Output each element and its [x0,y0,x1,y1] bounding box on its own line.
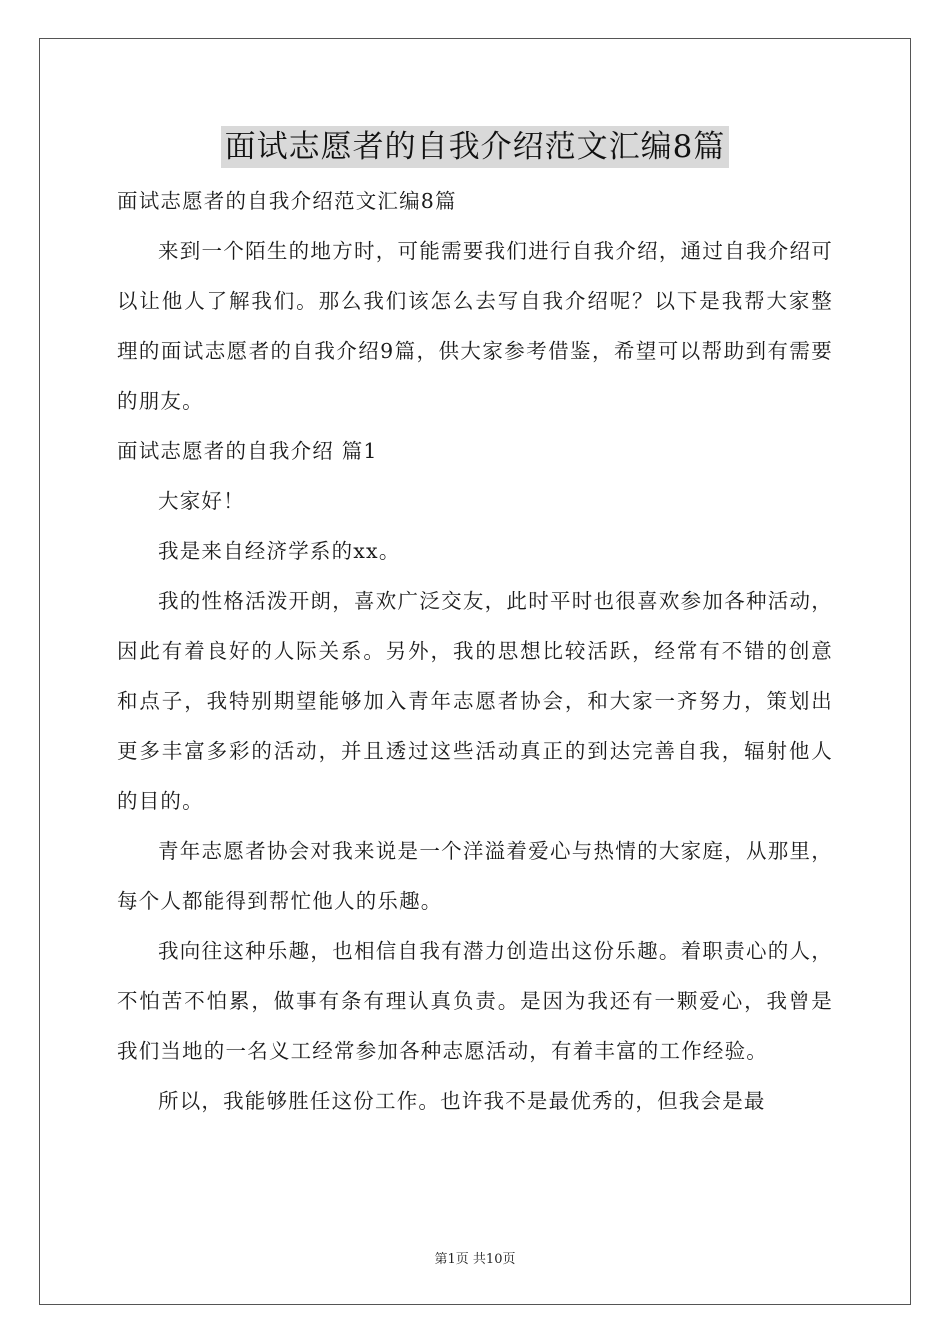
paragraph: 我向往这种乐趣，也相信自我有潜力创造出这份乐趣。着职责心的人，不怕苦不怕累，做事有条有理认真负责。是因为我还有一颗爱心，我曾是我们当地的一名义工经常参加各种志愿活动，有着丰富的工作经验。 [117,939,833,1063]
paragraph: 我是来自经济学系的xx。 [158,539,401,563]
paragraph: 面试志愿者的自我介绍范文汇编8篇 [117,189,457,213]
paragraph: 来到一个陌生的地方时，可能需要我们进行自我介绍，通过自我介绍可以让他人了解我们。那么我们该怎么去写自我介绍呢？以下是我帮大家整理的面试志愿者的自我介绍9篇，供大家参考借鉴，希望可以帮助到有需要的朋友。 [117,239,833,413]
paragraph: 我的性格活泼开朗，喜欢广泛交友，此时平时也很喜欢参加各种活动，因此有着良好的人际关系。另外，我的思想比较活跃，经常有不错的创意和点子，我特别期望能够加入青年志愿者协会，和大家一齐努力，策划出更多丰富多彩的活动，并且透过这些活动真正的到达完善自我，辐射他人的目的。 [117,589,833,813]
title-container [0,126,950,168]
paragraph: 大家好！ [158,489,245,513]
document-body [117,176,833,1126]
paragraph: 所以，我能够胜任这份工作。也许我不是最优秀的，但我会是最 [158,1089,766,1113]
document-title: 面试志愿者的自我介绍范文汇编8篇 [221,126,730,168]
page-footer: 第1页 共10页 [434,1252,516,1267]
paragraph: 面试志愿者的自我介绍 篇1 [117,439,378,463]
paragraph: 青年志愿者协会对我来说是一个洋溢着爱心与热情的大家庭，从那里，每个人都能得到帮忙他人的乐趣。 [117,839,833,913]
